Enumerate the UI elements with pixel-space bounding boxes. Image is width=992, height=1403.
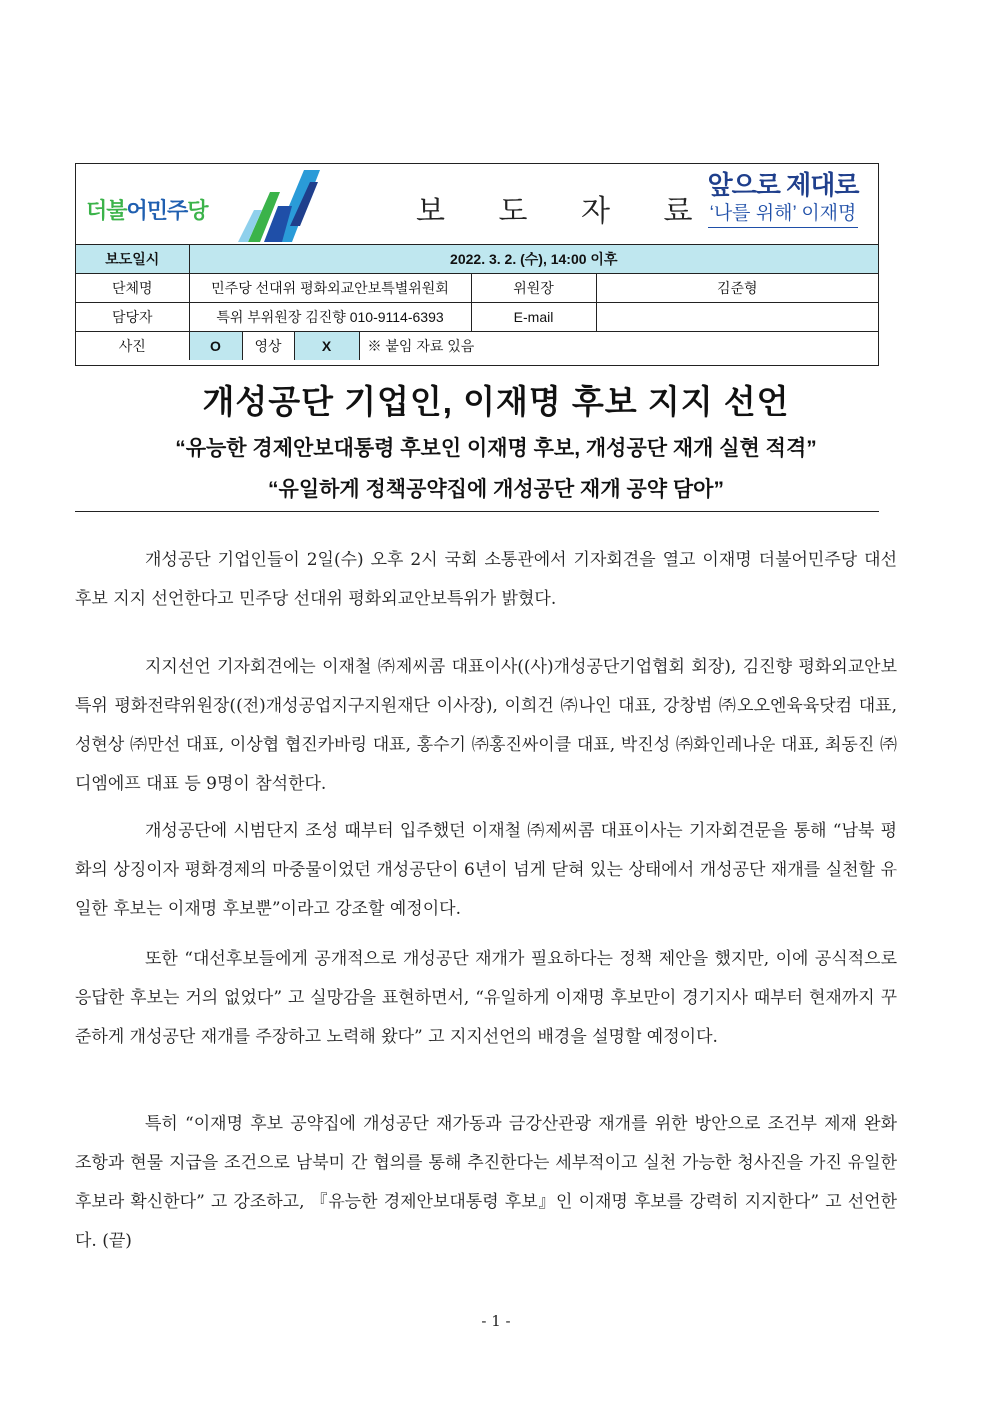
contact-value: 특위 부위원장 김진향 010-9114-6393 [189, 303, 471, 332]
release-date-label: 보도일시 [76, 245, 189, 274]
chair-label: 위원장 [471, 274, 596, 303]
contact-label: 담당자 [76, 303, 189, 332]
release-date-row [76, 245, 878, 274]
media-row [76, 332, 878, 361]
release-info-table [76, 245, 878, 360]
body-paragraph-2: 지지선언 기자회견에는 이재철 ㈜제씨콤 대표이사((사)개성공단기업협회 회장), 김진향 평화외교안보특위 평화전략위원장((전)개성공업지구지원재단 이사장), 이희건 ㈜나인 대표, 강창범 ㈜오오엔육육닷컴 대표, 성현상 ㈜만선 대표, 이상협 협진카바링 대표, 홍수기 ㈜홍진싸이클 대표, 박진성 ㈜화인레나운 대표, 최동진 ㈜디엠에프 대표 등 9명이 참석한다. [75, 657, 897, 794]
press-header-box [75, 163, 879, 366]
slogan-line2: ‘나를 위해’ 이재명 [708, 201, 859, 228]
title-divider [75, 511, 879, 512]
subheadline-1: “유능한 경제안보대통령 후보인 이재명 후보, 개성공단 재개 실현 적격” [175, 437, 817, 460]
video-value: X [294, 332, 359, 361]
contact-row [76, 303, 878, 332]
body-paragraph-1: 개성공단 기업인들이 2일(수) 오후 2시 국회 소통관에서 기자회견을 열고 이재명 더불어민주당 대선 후보 지지 선언한다고 민주당 선대위 평화외교안보특위가 밝혔다. [75, 550, 897, 609]
body-paragraph-3: 개성공단에 시범단지 조성 때부터 입주했던 이재철 ㈜제씨콤 대표이사는 기자회견문을 통해 “남북 평화의 상징이자 평화경제의 마중물이었던 개성공단이 6년이 넘게 닫혀 있는 상태에서 개성공단 재개를 실천할 유일한 후보는 이재명 후보뿐”이라고 강조할 예정이다. [75, 821, 897, 919]
org-label: 단체명 [76, 274, 189, 303]
org-value: 민주당 선대위 평화외교안보특별위원회 [189, 274, 471, 303]
photo-label: 사진 [76, 332, 189, 361]
body-paragraph-5: 특히 “이재명 후보 공약집에 개성공단 재가동과 금강산관광 재개를 위한 방안으로 조건부 제재 완화 조항과 현물 지급을 조건으로 남북미 간 협의를 통해 추진한다는 세부적이고 실천 가능한 청사진을 가진 유일한 후보라 확신한다” 고 강조하고, 『유능한 경제안보대통령 후보』인 이재명 후보를 강력히 지지한다” 고 선언한다. (끝) [75, 1114, 897, 1251]
slogan-line1: 앞으로 제대로 [707, 170, 859, 200]
headline: 개성공단 기업인, 이재명 후보 지지 선언 [202, 383, 790, 420]
email-value [596, 303, 878, 332]
party-logo: 더불어민주당 [86, 198, 208, 223]
campaign-slogan [693, 169, 873, 237]
release-date-value: 2022. 3. 2. (수), 14:00 이후 [189, 245, 878, 274]
party-emblem-icon [234, 166, 320, 244]
press-release-title: 보 도 자 료 [416, 194, 715, 229]
org-row [76, 274, 878, 303]
page-number: - 1 - [481, 1312, 511, 1330]
subheadline-2: “유일하게 정책공약집에 개성공단 재개 공약 담아” [268, 478, 724, 501]
press-header-top [76, 164, 878, 245]
chair-value: 김준형 [596, 274, 878, 303]
body-paragraph-4: 또한 “대선후보들에게 공개적으로 개성공단 재개가 필요하다는 정책 제안을 했지만, 이에 공식적으로 응답한 후보는 거의 없었다” 고 실망감을 표현하면서, “유일하게 이재명 후보만이 경기지사 때부터 현재까지 꾸준하게 개성공단 재개를 주장하고 노력해 왔다” 고 지지선언의 배경을 설명할 예정이다. [75, 949, 897, 1047]
photo-value: O [189, 332, 242, 361]
email-label: E-mail [471, 303, 596, 332]
attachment-note: ※ 붙임 자료 있음 [359, 332, 878, 361]
video-label: 영상 [242, 332, 294, 361]
